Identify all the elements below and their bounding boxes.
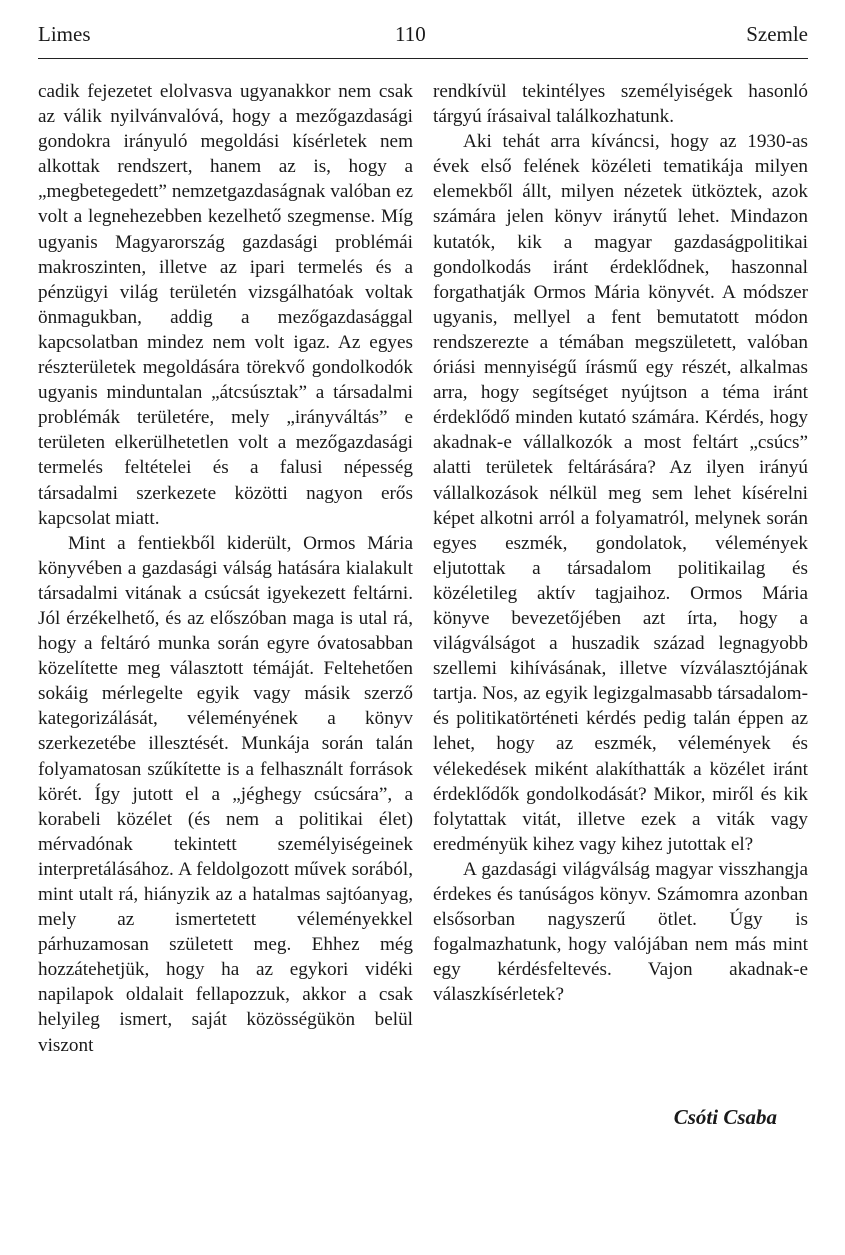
paragraph: Aki tehát arra kíváncsi, hogy az 1930-as évek első felének közéleti tematikája milyen elemekből állt, milyen nézetek ütköztek, azok számára jelen könyv iránytű lehet. Mindazon kutatók, kik a magyar gazdaságpolitikai gondolkodás iránt érdeklődnek, haszonnal forgathatják Ormos Mária könyvét. A módszer ugyanis, mellyel a fent bemutatott módon rendszerezte a témában megszületett, valóban óriási mennyiségű írásmű egy részét, alkalmas arra, hogy segítséget nyújtson a téma iránt érdeklődő minden kutató számára. Kérdés, hogy akadnak-e vállalkozók a most feltárt „csúcs” alatti területek feltárására? Az ilyen irányú vállalkozások nélkül meg sem lehet kísérelni képet alkotni arról a folyamatról, melynek során egyes eszmék, gondolatok, vélemények eljutottak a társadalom politikailag és közéletileg aktív tagjaihoz. Ormos Mária könyve bevezetőjében azt írta, hogy a világválságot a huszadik század legnagyobb szellemi kihívásának, illetve vízválasztójának tartja. Nos, az egyik legizgalmasabb társadalom- és politikatörténeti kérdés pedig talán éppen az lehet, hogy az eszmék, vélemények és vélekedések miként alakíthatták a közélet iránt érdeklődők gondolkodását? Mikor, miről és kik folytattak vitát, illetve ezek a viták vagy eredményük kihez vagy kihez jutottak el?	[433, 131, 808, 855]
paragraph: cadik fejezetet elolvasva ugyanakkor nem csak az válik nyilvánvalóvá, hogy a mezőgazdasági gondokra irányuló megoldási kísérletek nem alkottak rendszert, hanem az is, hogy a „megbetegedett” nemzetgazdaságnak valóban ez volt a legnehezebben kezelhető szegmense. Míg ugyanis Magyarország gazdasági problémái makroszinten, illetve az ipari termelés és a pénzügyi világ területén vizsgálhatóak voltak önmagukban, addig a mezőgazdasággal kapcsolatban mindez nem volt igaz. Az egyes részterületek megoldására törekvő gondolkodók ugyanis minduntalan „átcsúsztak” a társadalmi problémák területére, mely „irányváltás” e területen elkerülhetetlen volt a mezőgazdasági termelés feltételei és a falusi népesség társadalmi szerkezete közötti nagyon erős kapcsolat miatt.	[38, 81, 413, 529]
header-rule	[38, 58, 808, 59]
left-column	[38, 79, 413, 1058]
paragraph: A gazdasági világválság magyar visszhangja érdekes és tanúságos könyv. Számomra azonban elsősorban nagyszerű ötlet. Úgy is fogalmazhatunk, hogy valójában nem más mint egy kérdésfeltevés. Vajon akadnak-e válaszkísérletek?	[433, 858, 808, 1006]
running-header	[38, 22, 808, 58]
page-number: 110	[395, 22, 426, 46]
author-signature: Csóti Csaba	[673, 1105, 777, 1129]
section-name: Szemle	[746, 22, 808, 46]
paragraph: rendkívül tekintélyes személyiségek hasonló tárgyú írásaival találkozhatunk.	[433, 81, 808, 128]
journal-name: Limes	[38, 22, 91, 46]
paragraph: Mint a fentiekből kiderült, Ormos Mária könyvében a gazdasági válság hatására kialakult társadalmi vitának a csúcsát igyekezett feltárni. Jól érzékelhető, és az előszóban maga is utal rá, hogy a feltáró munka során egyre óvatosabban közelítette meg választott témáját. Feltehetően sokáig mérlegelte egyik vagy másik szerző kategorizálását, véleményének a könyv szerkezetébe illesztését. Munkája során talán folyamatosan szűkítette is a felhasznált források körét. Így jutott el a „jéghegy csúcsára”, a korabeli közélet (és nem a politikai élet) mérvadónak tekintett személyiségeinek interpretálásához. A feldolgozott művek sorából, mint utalt rá, hiányzik az a hatalmas sajtóanyag, mely az ismertetett véleményekkel párhuzamosan született meg. Ehhez még hozzátehetjük, hogy ha az egykori vidéki napilapok oldalait fellapozzuk, akkor a csak helyileg ismert, saját közösségükön belül viszont	[38, 532, 413, 1056]
right-column	[433, 79, 808, 1007]
